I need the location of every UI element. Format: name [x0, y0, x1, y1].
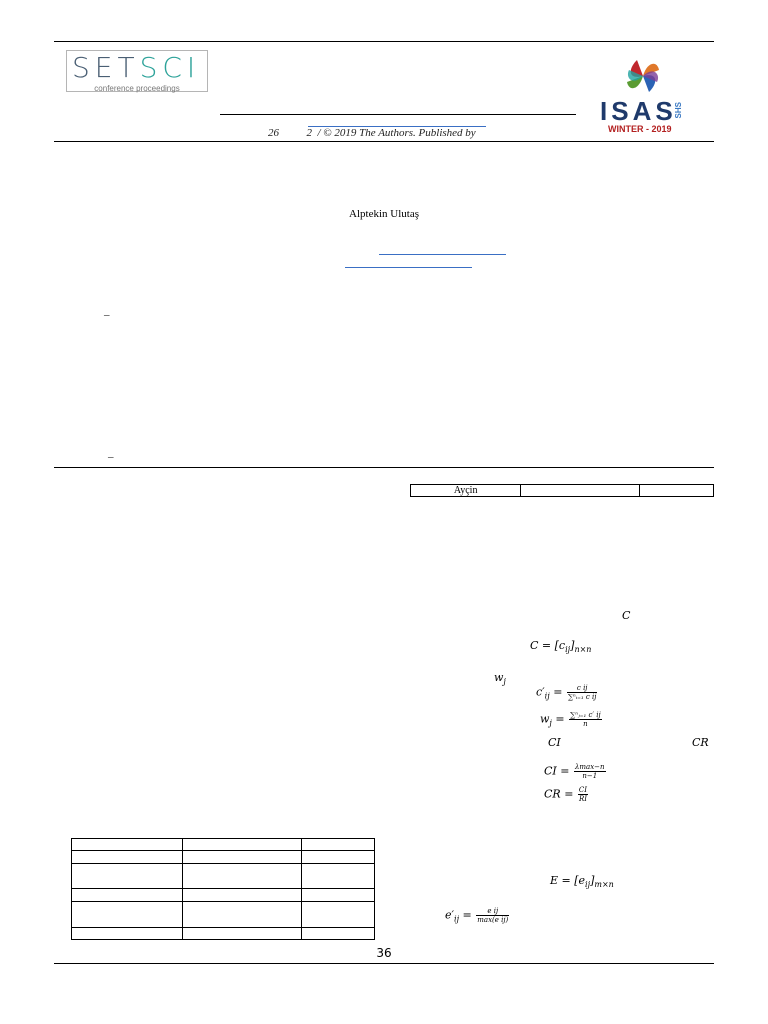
- table-cell: [183, 889, 302, 902]
- table-cell: [183, 851, 302, 864]
- equation-matrix-c: [530, 639, 591, 656]
- table-cell: Ayçin: [411, 485, 521, 497]
- table-cell: [302, 839, 375, 851]
- equation-cr-lhs: CR =: [544, 787, 574, 801]
- equation-weight-fraction: [569, 711, 602, 728]
- equation-matrix-c-head: C = [c: [530, 639, 566, 652]
- table-cell: [72, 902, 183, 928]
- abstract-dash-1: –: [104, 309, 110, 321]
- journal-citation-line: 26 2 / © 2019 The Authors. Published by: [268, 127, 476, 139]
- wj-symbol: [494, 671, 506, 688]
- isas-logo-text: ISAS: [600, 96, 677, 126]
- equation-cr-fraction: [578, 786, 588, 803]
- equation-consistency-index: [544, 763, 607, 780]
- top-rule: [54, 41, 714, 42]
- table-cell: [302, 902, 375, 928]
- table-cell: [302, 928, 375, 940]
- table-cell: [183, 902, 302, 928]
- isas-logo-edition: WINTER - 2019: [608, 124, 672, 134]
- page-number: 36: [376, 946, 392, 960]
- wj-symbol-main: w: [494, 671, 504, 684]
- table-cell: [302, 864, 375, 889]
- table-row: [72, 851, 375, 864]
- table-row: [72, 928, 375, 940]
- wj-symbol-sub: j: [503, 677, 506, 687]
- equation-normalized-e-fraction: [476, 907, 509, 924]
- equation-normalized-c: $c'_{ij}$ = $\frac{\text{c ij}}{\text{∑ⁿᵢ₌₁ c ij}}$: [536, 684, 597, 701]
- equation-matrix-e-sub: ij: [585, 880, 591, 890]
- c-symbol: C: [622, 609, 631, 622]
- table-cell: [72, 839, 183, 851]
- fraction-numerator: e ij: [476, 907, 509, 916]
- equation-normalized-e-lhs-sub: ij: [454, 914, 460, 924]
- fraction-denominator: n−1: [582, 772, 598, 780]
- abstract-bottom-rule: [54, 467, 714, 468]
- fraction-denominator: RI: [578, 795, 587, 803]
- table-cell: [183, 864, 302, 889]
- isas-flower-icon: [622, 55, 664, 97]
- right-column-table: [410, 484, 714, 497]
- fraction-numerator: c ij: [567, 684, 598, 693]
- cr-symbol: CR: [692, 736, 709, 749]
- fraction-denominator: n: [583, 720, 588, 728]
- table-cell: [302, 889, 375, 902]
- table-row: [72, 839, 375, 851]
- isas-logo-shs: SHS: [674, 102, 683, 119]
- fraction-denominator: max(e ij): [477, 916, 509, 924]
- equation-ci-fraction: [574, 763, 606, 780]
- table-row: [72, 864, 375, 889]
- table-cell: [302, 851, 375, 864]
- equation-matrix-c-sub: ij: [565, 645, 571, 655]
- table-cell: [639, 485, 713, 497]
- setsci-logo-sci: SCI: [139, 51, 201, 84]
- equation-ci-lhs: CI =: [544, 764, 570, 778]
- equation-weight: $w_j$ = $\frac{\text{∑ⁿⱼ₌₁ c′ ij}}{n}$: [540, 711, 601, 728]
- equation-normalized-c-lhs-sub: ij: [544, 691, 550, 701]
- fraction-numerator: λmax−n: [574, 763, 605, 771]
- table-cell: [521, 485, 639, 497]
- abstract-dash-2: –: [108, 451, 114, 463]
- table-cell: [183, 928, 302, 940]
- ci-symbol: CI: [548, 736, 561, 749]
- table-cell: [183, 839, 302, 851]
- author-name: Alptekin Ulutaş: [349, 208, 419, 220]
- left-column-table: [71, 838, 375, 940]
- equation-matrix-c-tail: ]: [570, 639, 575, 652]
- fraction-numerator: CI: [578, 786, 588, 794]
- table-cell: [72, 864, 183, 889]
- table-row: [411, 485, 714, 497]
- table-cell: [72, 889, 183, 902]
- equation-normalized-e-lhs: e′: [445, 908, 455, 922]
- equation-matrix-e-size: m×n: [594, 880, 614, 890]
- header-mid-rule: [220, 114, 576, 115]
- table-cell: [72, 928, 183, 940]
- fraction-numerator: ∑ⁿⱼ₌₁ c′ ij: [570, 711, 601, 719]
- header-bottom-rule: [54, 141, 714, 142]
- equation-matrix-c-size: n×n: [574, 645, 592, 655]
- equation-weight-lhs-sub: j: [549, 718, 552, 728]
- equation-consistency-ratio: [544, 786, 589, 803]
- journal-link-underline[interactable]: [308, 126, 486, 127]
- equation-matrix-e: [550, 874, 614, 891]
- footer-rule: [54, 963, 714, 964]
- equation-matrix-e-head: E = [e: [550, 874, 586, 887]
- equation-normalized-c-fraction: [567, 684, 598, 701]
- fraction-denominator: ∑ⁿᵢ₌₁ c ij: [567, 693, 597, 701]
- table-cell: [72, 851, 183, 864]
- setsci-logo-set: SET: [72, 51, 140, 84]
- setsci-logo: [72, 50, 200, 86]
- equation-matrix-e-tail: ]: [590, 874, 595, 887]
- setsci-logo-subtitle: conference proceedings: [94, 84, 180, 93]
- table-row: [72, 889, 375, 902]
- author-email-link-2[interactable]: [345, 267, 472, 268]
- equation-normalized-c-lhs: c′: [536, 685, 545, 699]
- equation-weight-lhs: w: [540, 712, 550, 726]
- equation-normalized-e: $e'_{ij}$ = $\frac{\text{e ij}}{\text{max(e ij)}}$: [445, 907, 509, 924]
- author-email-link[interactable]: [379, 254, 506, 255]
- table-row: [72, 902, 375, 928]
